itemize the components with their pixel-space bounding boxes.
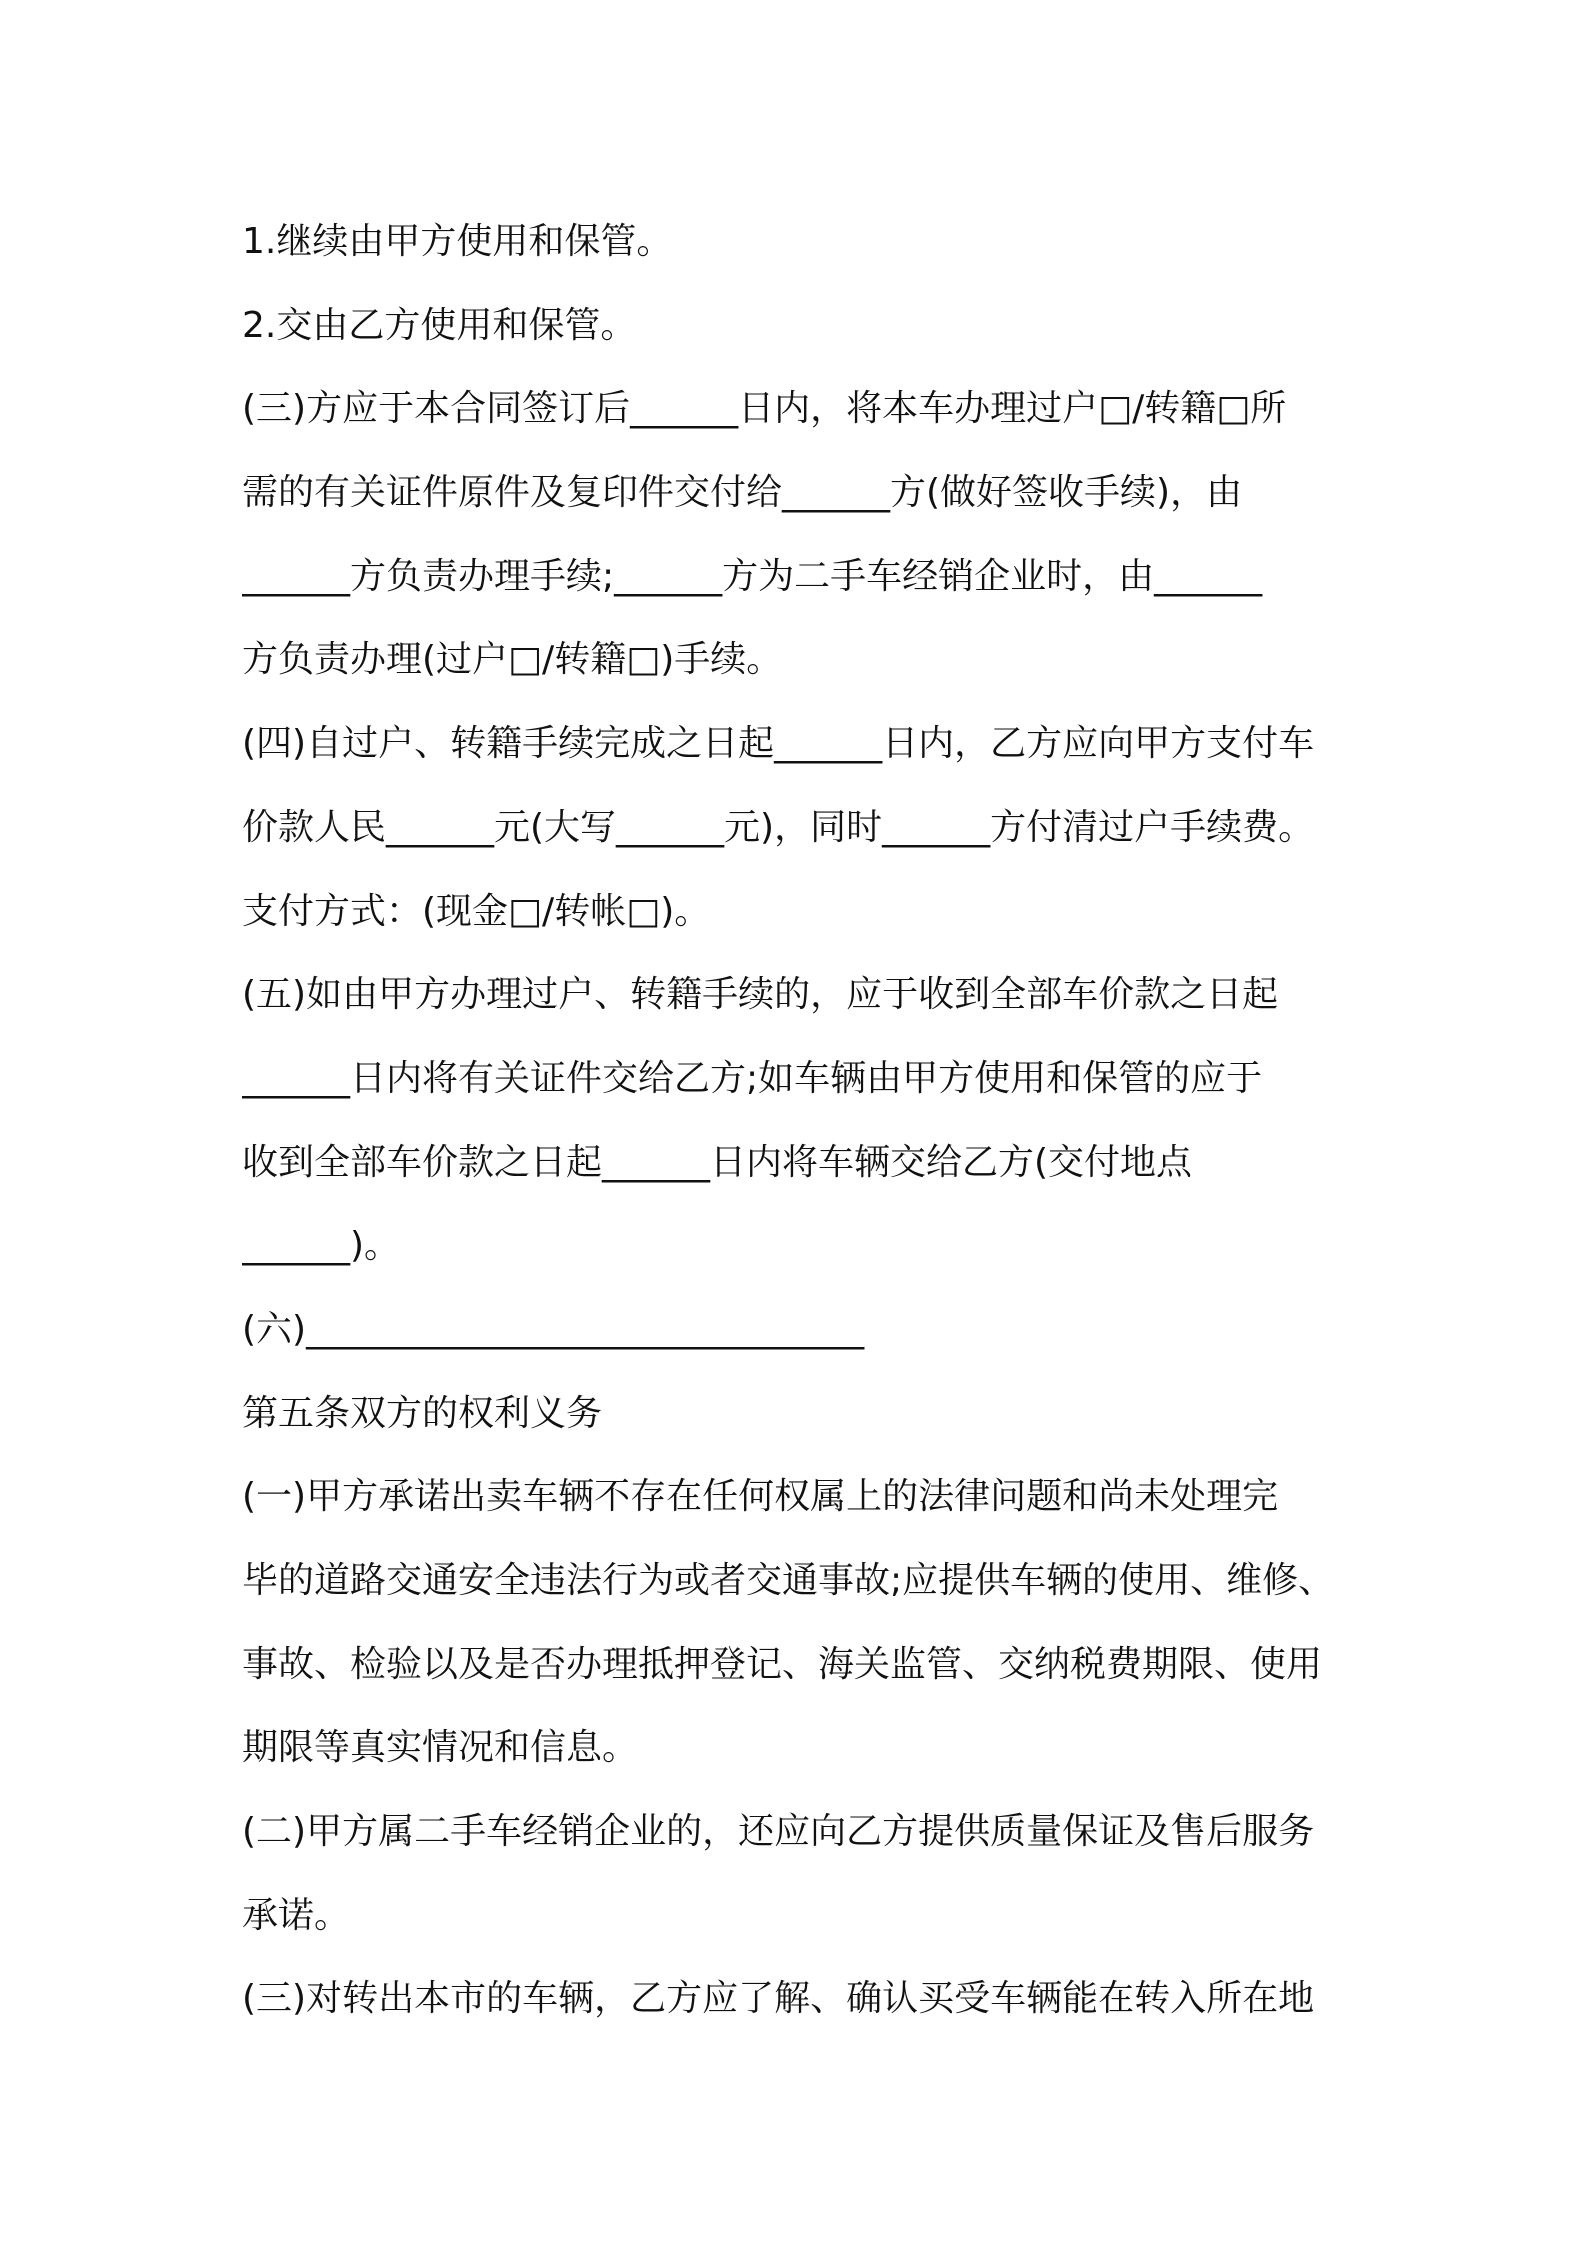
section-heading: 第五条双方的权利义务: [242, 1392, 603, 1434]
document-body: [242, 200, 1352, 2041]
text-line: 收到全部车价款之日起______日内将车辆交给乙方(交付地点: [242, 1141, 1193, 1183]
text-line: 1.继续由甲方使用和保管。: [242, 221, 673, 262]
text-line: (四)自过户、转籍手续完成之日起______日内，乙方应向甲方支付车: [242, 723, 1315, 765]
text-line: 支付方式：(现金□/转帐□)。: [242, 890, 711, 932]
text-line: 事故、检验以及是否办理抵押登记、海关监管、交纳税费期限、使用: [242, 1643, 1323, 1685]
text-line: ______)。: [242, 1225, 401, 1267]
text-line: (三)方应于本合同签订后______日内，将本车办理过户□/转籍□所: [242, 388, 1287, 430]
text-line: (一)甲方承诺出卖车辆不存在任何权属上的法律问题和尚未处理完: [242, 1476, 1279, 1518]
text-line: (六)_______________________________: [242, 1308, 865, 1350]
text-line: (二)甲方属二手车经销企业的，还应向乙方提供质量保证及售后服务: [242, 1811, 1315, 1853]
text-line: 承诺。: [242, 1894, 351, 1936]
text-line: ______方负责办理手续;______方为二手车经销企业时，由______: [242, 555, 1263, 597]
text-line: 毕的道路交通安全违法行为或者交通事故;应提供车辆的使用、维修、: [242, 1560, 1335, 1601]
text-line: 期限等真实情况和信息。: [242, 1727, 639, 1769]
text-line: (三)对转出本市的车辆，乙方应了解、确认买受车辆能在转入所在地: [242, 1978, 1315, 2020]
text-line: ______日内将有关证件交给乙方;如车辆由甲方使用和保管的应于: [242, 1057, 1263, 1099]
text-line: 价款人民______元(大写______元)，同时______方付清过户手续费。: [242, 806, 1315, 848]
text-line: 方负责办理(过户□/转籍□)手续。: [242, 639, 783, 681]
text-line: (五)如由甲方办理过户、转籍手续的，应于收到全部车价款之日起: [242, 974, 1279, 1016]
text-line: 需的有关证件原件及复印件交付给______方(做好签收手续)，由: [242, 472, 1243, 514]
text-line: 2.交由乙方使用和保管。: [242, 304, 637, 346]
